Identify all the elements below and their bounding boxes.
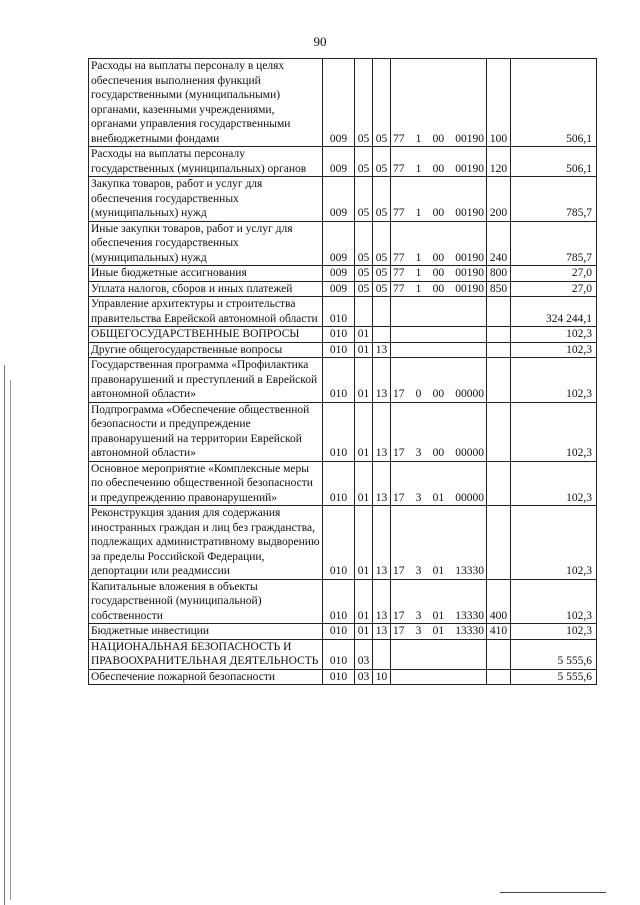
program-code-prog4: 00190 [455, 267, 484, 279]
subsection-code: 05 [373, 147, 391, 177]
amount: 102,3 [511, 358, 597, 403]
subsection-code [373, 327, 391, 343]
subsection-code: 10 [373, 669, 391, 685]
program-code-prog2: 3 [415, 625, 422, 637]
table-row [89, 506, 597, 580]
program-code-parts [392, 132, 485, 147]
expense-type-code: 410 [487, 624, 511, 640]
expense-type-code [487, 669, 511, 685]
amount: 102,3 [511, 342, 597, 358]
program-code-prog3: 00 [432, 251, 445, 264]
amount: 5 555,6 [511, 669, 597, 685]
program-code-parts [392, 491, 485, 506]
section-code: 05 [355, 59, 373, 147]
subsection-code [373, 639, 391, 669]
row-name: Расходы на выплаты персоналу государственных (муниципальных) органов [89, 147, 323, 177]
section-code: 01 [355, 402, 373, 461]
ministry-code: 009 [323, 177, 355, 222]
amount: 5 555,6 [511, 639, 597, 669]
row-name: ОБЩЕГОСУДАРСТВЕННЫЕ ВОПРОСЫ [89, 327, 323, 343]
program-code-prog2: 1 [415, 251, 422, 264]
program-code [391, 177, 487, 222]
program-code-prog2: 0 [415, 388, 422, 400]
table-row [89, 639, 597, 669]
program-code-prog4: 00000 [455, 388, 484, 400]
ministry-code: 010 [323, 624, 355, 640]
row-name: Уплата налогов, сборов и иных платежей [89, 281, 323, 297]
section-code: 03 [355, 639, 373, 669]
program-code-prog1: 17 [393, 491, 405, 504]
row-name: Иные закупки товаров, работ и услуг для обеспечения государственных (муниципальных) нужд [89, 221, 323, 266]
amount: 506,1 [511, 147, 597, 177]
program-code-prog1: 17 [393, 565, 405, 577]
program-code-prog3: 00 [432, 282, 445, 295]
expense-type-code [487, 461, 511, 506]
program-code-prog3: 01 [432, 625, 445, 637]
expense-type-code: 800 [487, 266, 511, 282]
program-code-parts [392, 266, 485, 281]
budget-table [88, 58, 597, 685]
program-code-prog2: 1 [415, 207, 422, 219]
amount: 102,3 [511, 579, 597, 624]
program-code-prog4: 00190 [455, 162, 484, 175]
program-code-prog2: 1 [415, 132, 422, 145]
program-code-prog4: 00000 [455, 447, 484, 459]
program-code-prog3: 01 [432, 491, 445, 504]
table-row [89, 177, 597, 222]
program-code-parts [392, 251, 485, 266]
expense-type-code [487, 402, 511, 461]
row-name: Расходы на выплаты персоналу в целях обеспечения выполнения функций государственными (муниципальными) органами, казенными учреждениями, органами управления государственными внебюджетными фондами [89, 59, 323, 147]
table-row [89, 147, 597, 177]
program-code-prog3: 00 [432, 388, 445, 400]
subsection-code: 13 [373, 342, 391, 358]
expense-type-code: 850 [487, 281, 511, 297]
row-name: Подпрограмма «Обеспечение общественной безопасности и предупреждение правонарушений на территории Еврейской автономной области» [89, 402, 323, 461]
program-code-prog1: 17 [393, 609, 405, 622]
row-name: Закупка товаров, работ и услуг для обеспечения государственных (муниципальных) нужд [89, 177, 323, 222]
program-code [391, 579, 487, 624]
program-code [391, 402, 487, 461]
program-code-prog1: 77 [393, 267, 405, 279]
row-name: НАЦИОНАЛЬНАЯ БЕЗОПАСНОСТЬ И ПРАВООХРАНИТЕЛЬНАЯ ДЕЯТЕЛЬНОСТЬ [89, 639, 323, 669]
program-code-prog1: 77 [393, 132, 405, 145]
page-number: 90 [313, 34, 327, 49]
amount: 785,7 [511, 177, 597, 222]
program-code-parts [392, 446, 485, 461]
subsection-code: 05 [373, 281, 391, 297]
section-code: 05 [355, 281, 373, 297]
ministry-code: 010 [323, 358, 355, 403]
program-code [391, 327, 487, 343]
subsection-code: 13 [373, 402, 391, 461]
table-row [89, 402, 597, 461]
section-code: 01 [355, 579, 373, 624]
expense-type-code [487, 639, 511, 669]
section-code: 05 [355, 147, 373, 177]
section-code [355, 297, 373, 327]
program-code-prog3: 00 [432, 447, 445, 459]
section-code: 05 [355, 177, 373, 222]
program-code-parts [392, 387, 485, 402]
program-code [391, 266, 487, 282]
section-code: 03 [355, 669, 373, 685]
ministry-code: 010 [323, 461, 355, 506]
program-code-prog4: 00190 [455, 251, 484, 264]
amount: 27,0 [511, 281, 597, 297]
amount: 102,3 [511, 402, 597, 461]
amount: 506,1 [511, 59, 597, 147]
expense-type-code: 120 [487, 147, 511, 177]
program-code-prog1: 77 [393, 282, 405, 295]
program-code-prog1: 77 [393, 251, 405, 264]
expense-type-code: 100 [487, 59, 511, 147]
table-row [89, 358, 597, 403]
row-name: Другие общегосударственные вопросы [89, 342, 323, 358]
program-code-prog1: 17 [393, 625, 405, 637]
amount: 102,3 [511, 506, 597, 580]
expense-type-code [487, 342, 511, 358]
section-code: 01 [355, 327, 373, 343]
row-name: Обеспечение пожарной безопасности [89, 669, 323, 685]
amount: 102,3 [511, 461, 597, 506]
program-code [391, 669, 487, 685]
program-code-parts [392, 609, 485, 624]
row-name: Бюджетные инвестиции [89, 624, 323, 640]
row-name: Иные бюджетные ассигнования [89, 266, 323, 282]
ministry-code: 009 [323, 147, 355, 177]
scan-edge-mark [4, 365, 5, 905]
program-code-prog4: 13330 [455, 565, 484, 577]
program-code-prog3: 01 [432, 609, 445, 622]
ministry-code: 010 [323, 327, 355, 343]
program-code [391, 221, 487, 266]
ministry-code: 009 [323, 221, 355, 266]
program-code [391, 147, 487, 177]
table-row [89, 266, 597, 282]
section-code: 01 [355, 461, 373, 506]
subsection-code: 13 [373, 624, 391, 640]
program-code-prog1: 77 [393, 162, 405, 175]
table-row [89, 579, 597, 624]
ministry-code: 010 [323, 639, 355, 669]
program-code-prog1: 17 [393, 388, 405, 400]
program-code-prog2: 1 [415, 282, 422, 295]
program-code [391, 639, 487, 669]
table-row [89, 221, 597, 266]
program-code [391, 461, 487, 506]
amount: 324 244,1 [511, 297, 597, 327]
row-name: Реконструкция здания для содержания иностранных граждан и лиц без гражданства, подлежащих административному выдворению за пределы Российской Федерации, депортации или реадмиссии [89, 506, 323, 580]
program-code-prog4: 00190 [455, 132, 484, 145]
table-row [89, 669, 597, 685]
scan-edge-mark [10, 380, 11, 900]
program-code-prog3: 00 [432, 132, 445, 145]
subsection-code: 05 [373, 177, 391, 222]
program-code-parts [392, 162, 485, 177]
table-row [89, 461, 597, 506]
row-name: Государственная программа «Профилактика правонарушений и преступлений в Еврейской автономной области» [89, 358, 323, 403]
program-code-prog3: 00 [432, 162, 445, 175]
program-code-prog2: 3 [415, 609, 422, 622]
program-code-parts [392, 282, 485, 297]
amount: 27,0 [511, 266, 597, 282]
table-row [89, 327, 597, 343]
expense-type-code [487, 297, 511, 327]
subsection-code: 13 [373, 461, 391, 506]
program-code-prog2: 1 [415, 162, 422, 175]
program-code-prog2: 3 [415, 491, 422, 504]
row-name: Капитальные вложения в объекты государственной (муниципальной) собственности [89, 579, 323, 624]
table-row [89, 297, 597, 327]
table-row [89, 281, 597, 297]
ministry-code: 010 [323, 342, 355, 358]
ministry-code: 009 [323, 59, 355, 147]
section-code: 05 [355, 266, 373, 282]
program-code-prog2: 3 [415, 447, 422, 459]
program-code-prog3: 00 [432, 207, 445, 219]
program-code-prog4: 00000 [455, 491, 484, 504]
program-code [391, 624, 487, 640]
ministry-code: 010 [323, 402, 355, 461]
program-code-prog4: 13330 [455, 625, 484, 637]
expense-type-code [487, 327, 511, 343]
subsection-code: 05 [373, 266, 391, 282]
section-code: 05 [355, 221, 373, 266]
program-code-prog2: 3 [415, 565, 422, 577]
amount: 785,7 [511, 221, 597, 266]
program-code-prog4: 00190 [455, 282, 484, 295]
table-row [89, 624, 597, 640]
subsection-code: 05 [373, 221, 391, 266]
table-row [89, 59, 597, 147]
program-code-parts [392, 206, 485, 221]
section-code: 01 [355, 358, 373, 403]
program-code-parts [392, 624, 485, 639]
expense-type-code: 240 [487, 221, 511, 266]
row-name: Управление архитектуры и строительства правительства Еврейской автономной области [89, 297, 323, 327]
expense-type-code: 400 [487, 579, 511, 624]
program-code [391, 506, 487, 580]
amount: 102,3 [511, 624, 597, 640]
program-code-parts [392, 564, 485, 579]
program-code-prog4: 13330 [455, 609, 484, 622]
ministry-code: 009 [323, 266, 355, 282]
program-code [391, 59, 487, 147]
ministry-code: 009 [323, 281, 355, 297]
program-code-prog1: 77 [393, 207, 405, 219]
expense-type-code [487, 358, 511, 403]
program-code-prog1: 17 [393, 447, 405, 459]
section-code: 01 [355, 624, 373, 640]
program-code [391, 358, 487, 403]
subsection-code: 05 [373, 59, 391, 147]
ministry-code: 010 [323, 579, 355, 624]
subsection-code: 13 [373, 358, 391, 403]
program-code [391, 342, 487, 358]
subsection-code: 13 [373, 506, 391, 580]
ministry-code: 010 [323, 297, 355, 327]
expense-type-code [487, 506, 511, 580]
ministry-code: 010 [323, 669, 355, 685]
section-code: 01 [355, 506, 373, 580]
amount: 102,3 [511, 327, 597, 343]
footer-rule [500, 892, 606, 893]
table-row [89, 342, 597, 358]
subsection-code [373, 297, 391, 327]
program-code-prog3: 00 [432, 267, 445, 279]
expense-type-code: 200 [487, 177, 511, 222]
subsection-code: 13 [373, 579, 391, 624]
row-name: Основное мероприятие «Комплексные меры по обеспечению общественной безопасности и предупреждению правонарушений» [89, 461, 323, 506]
program-code-prog3: 01 [432, 565, 445, 577]
program-code [391, 281, 487, 297]
section-code: 01 [355, 342, 373, 358]
program-code-prog4: 00190 [455, 207, 484, 219]
ministry-code: 010 [323, 506, 355, 580]
program-code-prog2: 1 [415, 267, 422, 279]
program-code [391, 297, 487, 327]
